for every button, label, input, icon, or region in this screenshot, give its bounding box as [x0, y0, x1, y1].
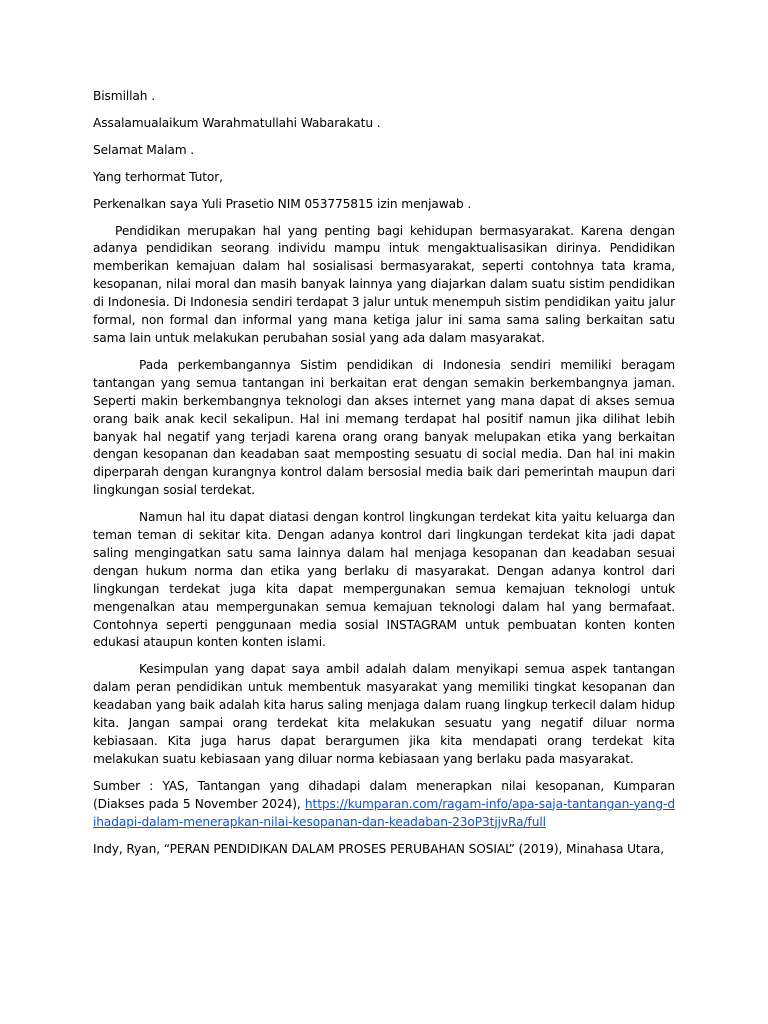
document-page	[93, 88, 675, 867]
paragraph-4: Kesimpulan yang dapat saya ambil adalah dalam menyikapi semua aspek tantangan dalam peran pendidikan untuk membentuk masyarakat yang memiliki tingkat kesopanan dan keadaban yang baik adalah kita harus saling menjaga dalam ruang lingkup terkecil dalam hidup kita. Jangan sampai orang terdekat kita melakukan sesuatu yang negatif diluar norma kebiasaan. Kita juga harus dapat berargumen jika kita mendapati orang terdekat kita melakukan suatu kebiasaan yang diluar norma kebiasaan yang berlaku pada masyarakat.	[93, 662, 675, 766]
greeting-bismillah: Bismillah .	[93, 89, 155, 103]
source-link[interactable]: https://kumparan.com/ragam-info/apa-saja-tantangan-yang-dihadapi-dalam-menerapkan-nilai-kesopanan-dan-keadaban-23oP3tjjvRa/full	[93, 796, 675, 829]
greeting-evening: Selamat Malam .	[93, 142, 195, 157]
paragraph-1: Pendidikan merupakan hal yang penting bagi kehidupan bermasyarakat. Karena dengan adanya pendidikan seorang individu mampu intuk mengaktualisasikan dirinya. Pendidikan memberikan kemajuan dalam hal sosialisasi bermasyarakat, seperti contohnya tata krama, kesopanan, nilai moral dan masih banyak lainnya yang diajarkan dalam suatu sistim pendidikan di Indonesia. Di Indonesia sendiri terdapat 3 jalur untuk menempuh sistim pendidikan yaitu jalur formal, non formal dan informal yang mana ketiga jalur ini sama sama saling berkaitan satu sama lain untuk melakukan perubahan sosial yang ada dalam masyarakat.	[93, 223, 675, 345]
introduction: Perkenalkan saya Yuli Prasetio NIM 053775815 izin menjawab .	[93, 196, 472, 211]
source-citation-2: Indy, Ryan, “PERAN PENDIDIKAN DALAM PROSES PERUBAHAN SOSIAL” (2019), Minahasa Utara,	[93, 841, 665, 856]
paragraph-3: Namun hal itu dapat diatasi dengan kontrol lingkungan terdekat kita yaitu keluarga dan teman teman di sekitar kita. Dengan adanya kontrol dari lingkungan terdekat kita jadi dapat saling mengingatkan satu sama lainnya dalam hal menjaga kesopanan dan keadaban sesuai dengan hukum norma dan etika yang berlaku di masyarakat. Dengan adanya kontrol dari lingkungan terdekat juga kita dapat mempergunakan semua kemajuan teknologi untuk mengenalkan atau mempergunakan semua kemajuan teknologi dalam hal yang bermafaat. Contohnya seperti penggunaan media sosial INSTAGRAM untuk pembuatan konten konten edukasi ataupun konten konten islami.	[93, 510, 675, 650]
source-citation-1	[93, 778, 675, 832]
source-citation-1-text: Sumber : YAS, Tantangan yang dihadapi dalam menerapkan nilai kesopanan, Kumparan (Diakses pada 5 November 2024),	[93, 778, 675, 811]
greeting-salam: Assalamualaikum Warahmatullahi Wabarakatu .	[93, 115, 381, 130]
paragraph-2: Pada perkembangannya Sistim pendidikan di Indonesia sendiri memiliki beragam tantangan yang semua tantangan ini berkaitan erat dengan semakin berkembangnya jaman. Seperti makin berkembangnya teknologi dan akses internet yang mana dapat di akses semua orang baik anak kecil sekalipun. Hal ini memang terdapat hal positif namun jika dilihat lebih banyak hal negatif yang terjadi karena orang orang banyak melupakan etika yang berkaitan dengan kesopanan dan keadaban saat memposting sesuatu di social media. Dan hal ini makin diperparah dengan kurangnya kontrol dalam bersosial media baik dari pemerintah maupun dari lingkungan sosial terdekat.	[93, 357, 675, 498]
salutation: Yang terhormat Tutor,	[93, 169, 223, 184]
